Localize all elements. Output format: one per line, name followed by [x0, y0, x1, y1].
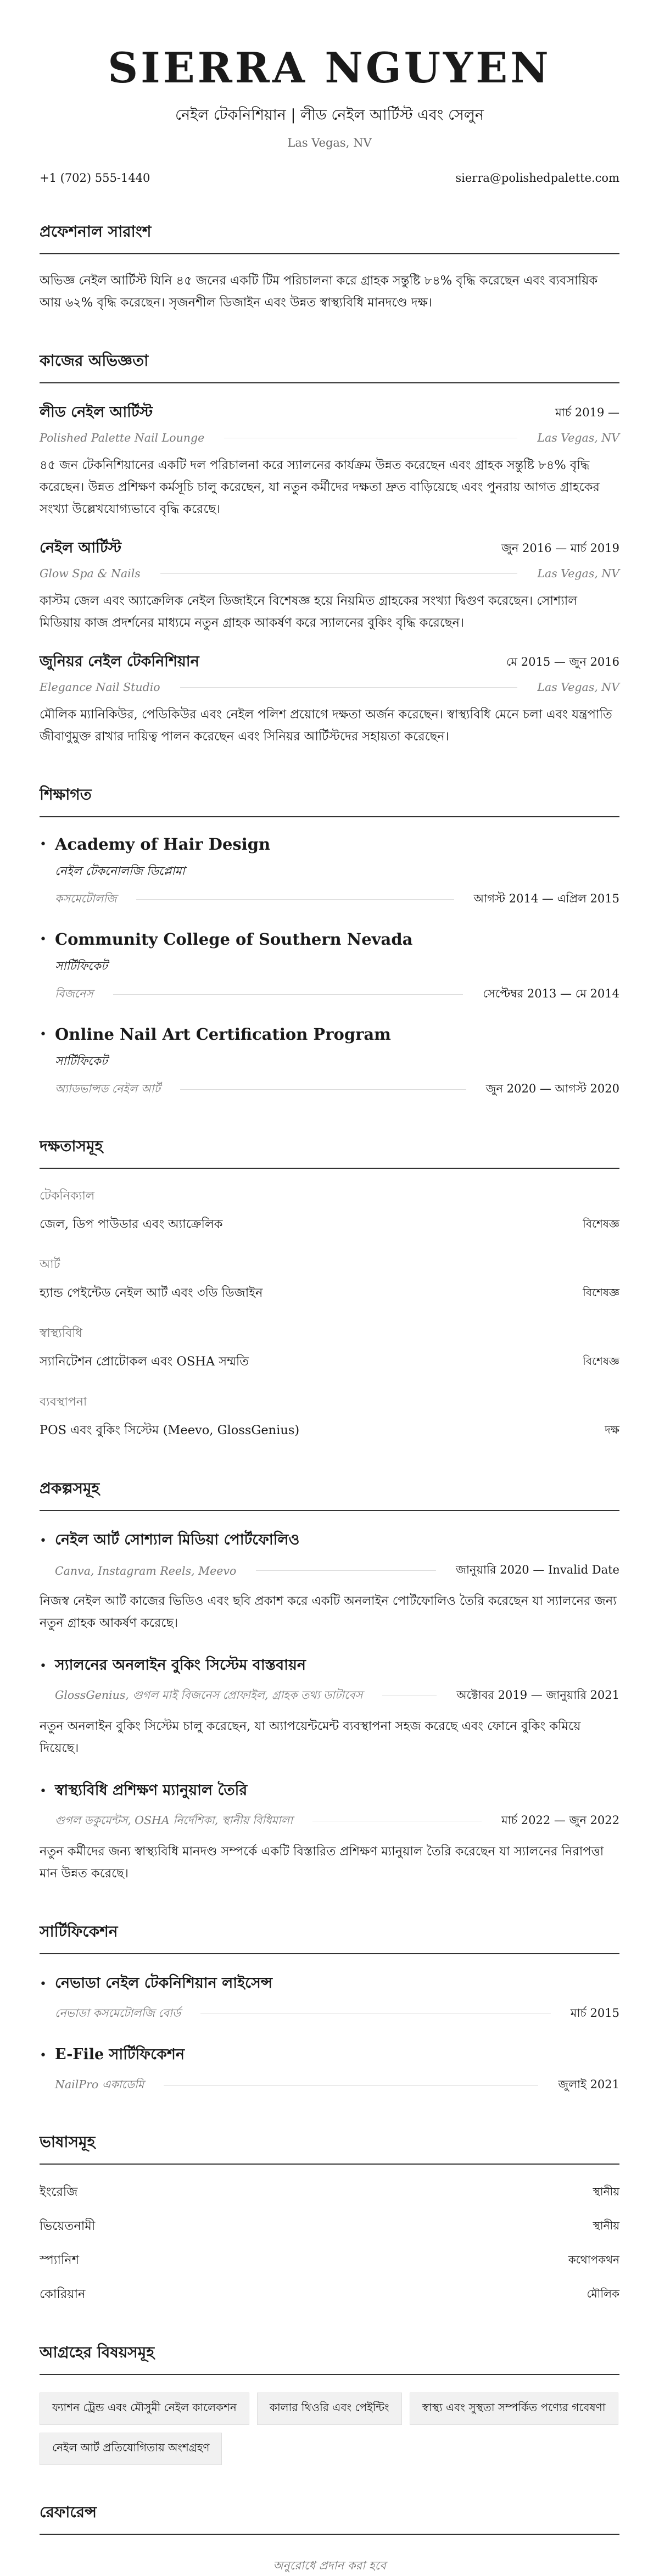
job-entry [40, 401, 619, 520]
project-entry [40, 1654, 619, 1759]
project-description: নতুন অনলাইন বুকিং সিস্টেম চালু করেছেন, যা অ্যাপয়েন্টমেন্ট ব্যবস্থাপনা সহজ করেছে এবং ফোনে বুকিং কমিয়ে দিয়েছে। [40, 1719, 581, 1756]
education-entry [40, 930, 619, 1004]
leader-line [180, 687, 518, 688]
job-title: জুনিয়র নেইল টেকনিশিয়ান [40, 653, 199, 671]
phone-number[interactable]: +1 (702) 555-1440 [40, 171, 150, 185]
resume-page [40, 0, 619, 2576]
job-date: মে 2015 — জুন 2016 [506, 655, 619, 669]
degree: নেইল টেকনোলজি ডিপ্লোমা [55, 865, 185, 879]
section-title: কাজের অভিজ্ঞতা [40, 349, 619, 383]
degree: সার্টিফিকেট [55, 1055, 108, 1069]
skill-name: জেল, ডিপ পাউডার এবং অ্যাক্রেলিক [40, 1217, 223, 1232]
experience-section [40, 349, 619, 748]
project-tools: GlossGenius, গুগল মাই বিজনেস প্রোফাইল, গ্রাহক তথ্য ডাটাবেস [55, 1688, 363, 1702]
language-item [40, 2250, 619, 2271]
field-of-study: কসমেটোলজি [55, 891, 117, 905]
skill-category: স্বাস্থ্যবিধি [40, 1326, 82, 1341]
school-name: Academy of Hair Design [55, 835, 271, 854]
skill-item [40, 1420, 619, 1441]
project-tools: গুগল ডকুমেন্টস, OSHA নির্দেশিকা, স্থানীয় বিধিমালা [55, 1813, 293, 1827]
skill-name: স্যানিটেশন প্রোটোকল এবং OSHA সম্মতি [40, 1354, 249, 1369]
language-name: ইংরেজি [40, 2185, 78, 2200]
job-description: ৪৫ জন টেকনিশিয়ানের একটি দল পরিচালনা করে স্যালনের কার্যক্রম উন্নত করেছেন এবং গ্রাহক সন্তুষ্টি ৮৪% বৃদ্ধি করেছেন। উন্নত প্রশিক্ষণ কর্মসূচি চালু করেছেন, যা নতুন কর্মীদের দক্ষতা দ্রুত বাড়িয়েছে এবং পুনরায় আগত গ্রাহকের সংখ্যা উল্লেখযোগ্যভাবে বৃদ্ধি করেছে। [40, 458, 600, 517]
skill-level: বিশেষজ্ঞ [583, 1285, 619, 1299]
languages-section [40, 2130, 619, 2305]
project-date: অক্টোবর 2019 — জানুয়ারি 2021 [456, 1688, 619, 1702]
job-entry [40, 537, 619, 634]
summary-section [40, 220, 619, 314]
job-location: Las Vegas, NV [537, 567, 619, 581]
language-item [40, 2284, 619, 2305]
education-section [40, 783, 619, 1099]
language-level: স্থানীয় [593, 2184, 619, 2198]
section-title: শিক্ষাগত [40, 783, 619, 817]
company-name: Elegance Nail Studio [40, 681, 160, 694]
company-name: Polished Palette Nail Lounge [40, 431, 205, 445]
language-item [40, 2182, 619, 2203]
leader-line [164, 2085, 538, 2086]
interests-section [40, 2340, 619, 2465]
certification-entry [40, 1972, 619, 2023]
email-address[interactable]: sierra@polishedpalette.com [455, 171, 619, 185]
skill-item [40, 1283, 619, 1304]
job-date: জুন 2016 — মার্চ 2019 [501, 542, 619, 555]
section-title: প্রফেশনাল সারাংশ [40, 220, 619, 254]
contact-row [40, 171, 619, 185]
school-name: Online Nail Art Certification Program [55, 1025, 391, 1044]
education-date: জুন 2020 — আগস্ট 2020 [485, 1082, 619, 1096]
job-description: মৌলিক ম্যানিকিউর, পেডিকিউর এবং নেইল পলিশ প্রয়োগে দক্ষতা অর্জন করেছেন। স্বাস্থ্যবিধি মেনে চলা এবং যন্ত্রপাতি জীবাণুমুক্ত রাখার দায়িত্ব পালন করেছেন এবং সিনিয়র আর্টিস্টদের সহায়তা করেছেন। [40, 707, 612, 744]
skill-category: টেকনিক্যাল [40, 1189, 95, 1203]
leader-line [180, 1089, 466, 1090]
job-entry [40, 650, 619, 748]
certification-date: মার্চ 2015 [570, 2006, 619, 2020]
interest-tag: ফ্যাশন ট্রেন্ড এবং মৌসুমী নেইল কালেকশন [40, 2393, 249, 2425]
skill-name: হ্যান্ড পেইন্টেড নেইল আর্ট এবং ৩ডি ডিজাইন [40, 1286, 263, 1301]
job-description: কাস্টম জেল এবং অ্যাক্রেলিক নেইল ডিজাইনে বিশেষজ্ঞ হয়ে নিয়মিত গ্রাহকের সংখ্যা দ্বিগুণ করেছেন। সোশ্যাল মিডিয়ায় কাজ প্রদর্শনের মাধ্যমে নতুন গ্রাহক আকর্ষণ করে স্যালনের বুকিং বৃদ্ধি করেছেন। [40, 594, 578, 631]
section-title: রেফারেন্স [40, 2500, 619, 2535]
bullet-icon: • [40, 1785, 47, 1799]
references-section [40, 2500, 619, 2576]
project-title: স্বাস্থ্যবিধি প্রশিক্ষণ ম্যানুয়াল তৈরি [55, 1782, 248, 1799]
leader-line [113, 994, 463, 995]
certification-date: জুলাই 2021 [558, 2078, 619, 2092]
skill-category: আর্ট [40, 1258, 60, 1272]
certifications-section [40, 1920, 619, 2095]
job-date: মার্চ 2019 — [555, 406, 619, 420]
candidate-location: Las Vegas, NV [287, 136, 372, 150]
language-level: মৌলিক [587, 2287, 619, 2300]
education-date: সেপ্টেম্বর 2013 — মে 2014 [483, 987, 619, 1001]
certification-issuer: নেভাডা কসমেটোলজি বোর্ড [55, 2006, 181, 2020]
skill-name: POS এবং বুকিং সিস্টেম (Meevo, GlossGenius) [40, 1423, 300, 1438]
field-of-study: অ্যাডভান্সড নেইল আর্ট [55, 1081, 160, 1095]
interest-tag: কালার থিওরি এবং পেইন্টিং [257, 2393, 402, 2425]
skill-level: বিশেষজ্ঞ [583, 1354, 619, 1368]
job-title: নেইল আর্টিস্ট [40, 539, 122, 557]
project-entry [40, 1779, 619, 1884]
section-title: আগ্রহের বিষয়সমূহ [40, 2340, 619, 2375]
section-title: ভাষাসমূহ [40, 2130, 619, 2165]
certification-entry [40, 2043, 619, 2095]
job-location: Las Vegas, NV [537, 431, 619, 445]
skill-level: বিশেষজ্ঞ [583, 1217, 619, 1230]
project-title: স্যালনের অনলাইন বুকিং সিস্টেম বাস্তবায়ন [55, 1657, 306, 1674]
education-entry [40, 1025, 619, 1099]
skill-item [40, 1352, 619, 1373]
projects-section [40, 1476, 619, 1884]
field-of-study: বিজনেস [55, 986, 93, 1000]
leader-line [256, 1570, 436, 1571]
project-description: নিজস্ব নেইল আর্ট কাজের ভিডিও এবং ছবি প্রকাশ করে একটি অনলাইন পোর্টফোলিও তৈরি করেছেন যা স্যালনের জন্য নতুন গ্রাহক আকর্ষণ করেছে। [40, 1594, 617, 1631]
candidate-title: নেইল টেকনিশিয়ান | লীড নেইল আর্টিস্ট এবং সেলুন [175, 107, 484, 124]
degree: সার্টিফিকেট [55, 960, 108, 974]
project-date: মার্চ 2022 — জুন 2022 [501, 1814, 619, 1827]
certification-name: নেভাডা নেইল টেকনিশিয়ান লাইসেন্স [55, 1975, 273, 1992]
interest-tags [40, 2393, 619, 2465]
skill-level: দক্ষ [605, 1423, 619, 1436]
company-name: Glow Spa & Nails [40, 567, 141, 581]
project-description: নতুন কর্মীদের জন্য স্বাস্থ্যবিধি মানদণ্ড সম্পর্কে একটি বিস্তারিত প্রশিক্ষণ ম্যানুয়াল তৈরি করেছেন যা স্যালনের নিরাপত্তা মান উন্নত করেছে। [40, 1844, 604, 1881]
language-name: স্প্যানিশ [40, 2253, 80, 2268]
job-location: Las Vegas, NV [537, 681, 619, 694]
language-level: স্থানীয় [593, 2218, 619, 2232]
references-text: অনুরোধে প্রদান করা হবে [273, 2559, 386, 2573]
section-title: সার্টিফিকেশন [40, 1920, 619, 1954]
bullet-icon: • [40, 2049, 47, 2063]
interest-tag: স্বাস্থ্য এবং সুস্থতা সম্পর্কিত পণ্যের গবেষণা [410, 2393, 618, 2425]
certification-name: E-File সার্টিফিকেশন [55, 2046, 185, 2064]
interest-tag: নেইল আর্ট প্রতিযোগিতায় অংশগ্রহণ [40, 2433, 222, 2465]
job-title: লীড নেইল আর্টিস্ট [40, 404, 153, 421]
project-title: নেইল আর্ট সোশ্যাল মিডিয়া পোর্টফোলিও [55, 1531, 300, 1549]
leader-line [136, 899, 454, 900]
project-date: জানুয়ারি 2020 — Invalid Date [456, 1563, 619, 1577]
bullet-icon: • [40, 932, 47, 946]
bullet-icon: • [40, 1977, 47, 1992]
skill-category: ব্যবস্থাপনা [40, 1395, 87, 1409]
bullet-icon: • [40, 1027, 47, 1041]
summary-text: অভিজ্ঞ নেইল আর্টিস্ট যিনি ৪৫ জনের একটি টিম পরিচালনা করে গ্রাহক সন্তুষ্টি ৮৪% বৃদ্ধি করেছেন এবং ব্যবসায়িক আয় ৬২% বৃদ্ধি করেছেন। সৃজনশীল ডিজাইন এবং উন্নত স্বাস্থ্যবিধি মানদণ্ডে দক্ষ। [40, 274, 598, 310]
language-level: কথোপকথন [568, 2252, 619, 2266]
candidate-name: SIERRA NGUYEN [108, 43, 551, 92]
education-date: আগস্ট 2014 — এপ্রিল 2015 [473, 892, 619, 906]
bullet-icon: • [40, 1534, 47, 1548]
skill-item [40, 1214, 619, 1235]
language-name: ভিয়েতনামী [40, 2219, 96, 2234]
project-tools: Canva, Instagram Reels, Meevo [55, 1564, 237, 1577]
language-name: কোরিয়ান [40, 2287, 86, 2302]
section-title: দক্ষতাসমূহ [40, 1134, 619, 1169]
school-name: Community College of Southern Nevada [55, 930, 413, 949]
education-entry [40, 835, 619, 909]
leader-line [160, 573, 518, 574]
certification-issuer: NailPro একাডেমি [55, 2077, 144, 2091]
bullet-icon: • [40, 1659, 47, 1674]
skills-section [40, 1134, 619, 1441]
bullet-icon: • [40, 837, 47, 851]
language-item [40, 2216, 619, 2237]
project-entry [40, 1529, 619, 1634]
section-title: প্রকল্পসমূহ [40, 1476, 619, 1511]
